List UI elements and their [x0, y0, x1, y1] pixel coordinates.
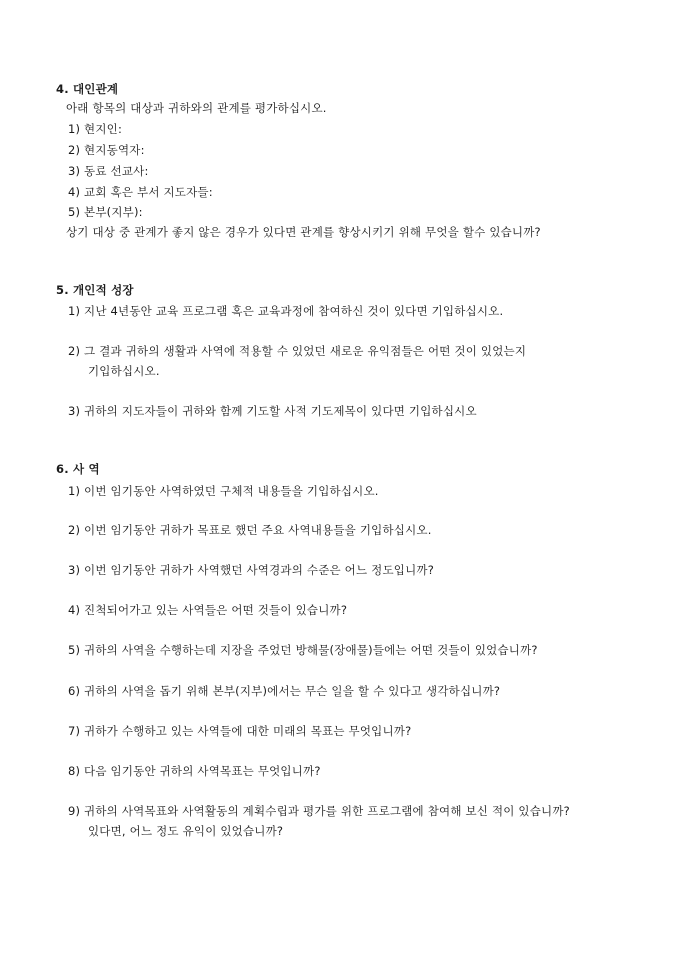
section-6-item-3: 3) 이번 임기동안 귀하가 사역했던 사역경과의 수준은 어느 정도입니까? [68, 563, 434, 577]
section-5-item-2-continued: 기입하십시오. [88, 364, 160, 378]
section-5-item-2: 2) 그 결과 귀하의 생활과 사역에 적용할 수 있었던 새로운 유익점들은 어떤 것이 있었는지 [68, 344, 527, 358]
section-6-item-5: 5) 귀하의 사역을 수행하는데 지장을 주었던 방해물(장애물)들에는 어떤 것들이 있었습니까? [68, 643, 538, 657]
section-6-item-2: 2) 이번 임기동안 귀하가 목표로 했던 주요 사역내용들을 기입하십시오. [68, 523, 432, 537]
section-5-item-1: 1) 지난 4년동안 교육 프로그램 혹은 교육과정에 참여하신 것이 있다면 기입하십시오. [68, 304, 504, 318]
section-4-item-2: 2) 현지동역자: [68, 143, 145, 157]
section-4-heading: 4. 대인관계 [56, 82, 119, 96]
section-6-item-7: 7) 귀하가 수행하고 있는 사역들에 대한 미래의 목표는 무엇입니까? [68, 724, 412, 738]
section-6-item-1: 1) 이번 임기동안 사역하였던 구체적 내용들을 기입하십시오. [68, 484, 379, 498]
section-4-closing: 상기 대상 중 관계가 좋지 않은 경우가 있다면 관계를 향상시키기 위해 무엇을 할수 있습니까? [66, 225, 541, 239]
section-4-item-1: 1) 현지인: [68, 122, 123, 136]
section-6-item-6: 6) 귀하의 사역을 돕기 위해 본부(지부)에서는 무슨 일을 할 수 있다고 생각하십니까? [68, 684, 501, 698]
section-4-item-3: 3) 동료 선교사: [68, 164, 149, 178]
section-6-item-9-continued: 있다면, 어느 정도 유익이 있었습니까? [88, 824, 284, 838]
section-4-item-5: 5) 본부(지부): [68, 205, 143, 219]
section-4-intro: 아래 항목의 대상과 귀하와의 관계를 평가하십시오. [66, 101, 327, 115]
section-6-item-4: 4) 진척되어가고 있는 사역들은 어떤 것들이 있습니까? [68, 603, 348, 617]
section-6-item-9: 9) 귀하의 사역목표와 사역활동의 계획수립과 평가를 위한 프로그램에 참여해 보신 적이 있습니까? [68, 804, 570, 818]
section-6-item-8: 8) 다음 임기동안 귀하의 사역목표는 무엇입니까? [68, 764, 321, 778]
section-4-item-4: 4) 교회 혹은 부서 지도자들: [68, 185, 213, 199]
section-5-item-3: 3) 귀하의 지도자들이 귀하와 함께 기도할 사적 기도제목이 있다면 기입하십시오 [68, 404, 477, 418]
section-5-heading: 5. 개인적 성장 [56, 283, 134, 297]
section-6-heading: 6. 사 역 [56, 462, 100, 476]
